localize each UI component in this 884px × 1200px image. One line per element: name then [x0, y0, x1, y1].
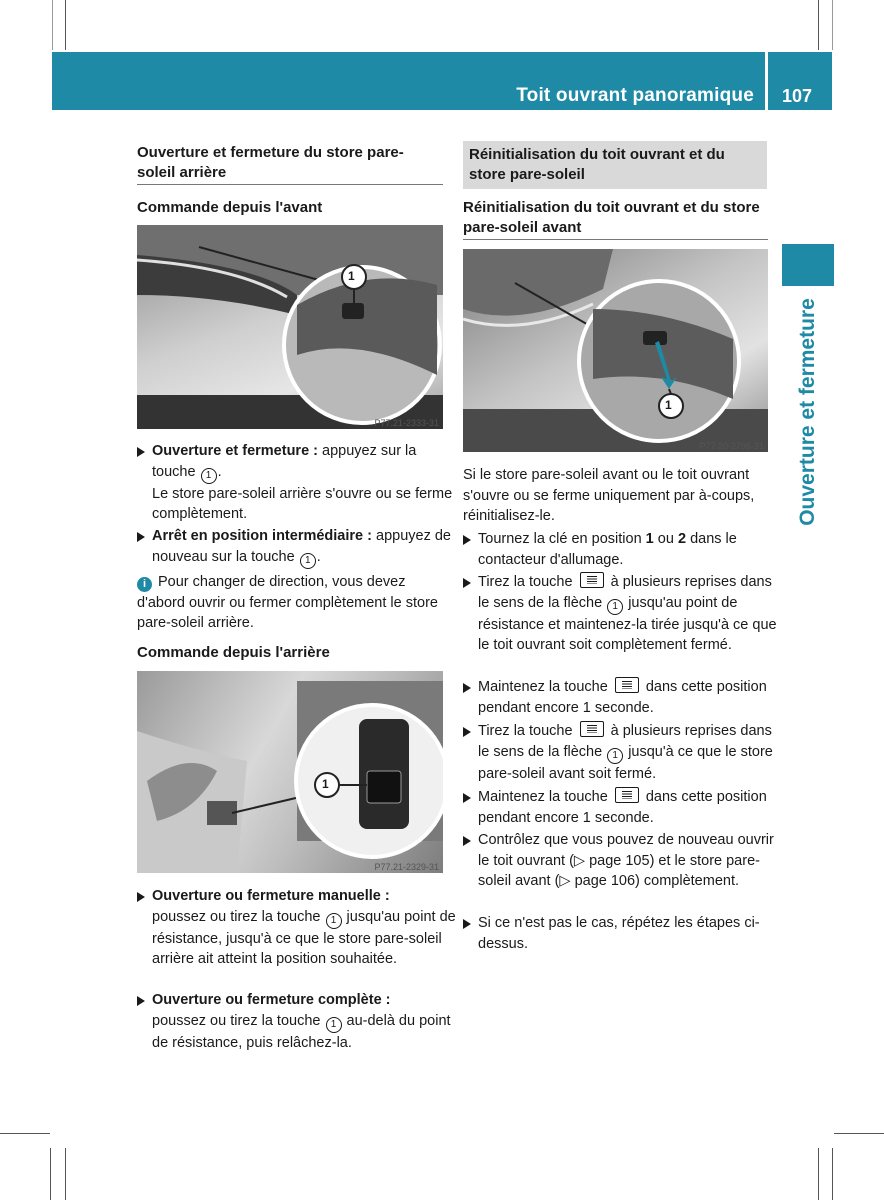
info-note: [137, 572, 443, 634]
page-title: Toit ouvrant panoramique: [516, 85, 754, 106]
intro-paragraph: Si le store pare-soleil avant ou le toit ouvrant s'ouvre ou se ferme uniquement par à-coups, réinitialisez-le.: [463, 467, 755, 524]
list-item: [137, 886, 458, 970]
photo-callout-number: 1: [322, 777, 329, 791]
button-number-icon: 1: [300, 553, 316, 569]
bullet-text: ou: [657, 531, 674, 547]
bullet-text: Tirez la touche: [478, 723, 573, 739]
list-item: [463, 721, 783, 784]
bullet-title: Ouverture et fermeture :: [152, 443, 318, 459]
bullet-text: appuyez sur la touche: [152, 443, 417, 480]
front-control-illustration: [137, 225, 443, 429]
list-item: [137, 526, 458, 569]
bullet-arrow-icon: [463, 535, 471, 545]
bullet-arrow-icon: [137, 996, 145, 1006]
bullet-arrow-icon: [463, 578, 471, 588]
front-control-heading: Commande depuis l'avant: [137, 199, 323, 216]
bullet-text: au-delà du point de résistance, puis relâchez-la.: [152, 1012, 451, 1051]
bullet-arrow-icon: [463, 793, 471, 803]
photo-code: P77.21-2329-31: [374, 862, 439, 872]
crop-mark: [834, 1133, 884, 1134]
photo-callout-number: 1: [348, 269, 355, 283]
info-icon: i: [137, 577, 152, 592]
bullet-text: Maintenez la touche: [478, 679, 608, 695]
sunblind-key-icon: [615, 677, 639, 693]
bullet-arrow-icon: [137, 447, 145, 457]
bullet-text: appuyez de nouveau sur la touche: [152, 528, 451, 565]
bullet-text: .: [217, 463, 222, 480]
bullet-text: .: [316, 548, 321, 565]
bullet-text: Tirez la touche: [478, 574, 573, 590]
front-control-photo: [137, 225, 443, 429]
list-item: [463, 677, 783, 718]
list-item: [463, 787, 783, 828]
button-number-icon: 1: [201, 468, 217, 484]
reset-photo: [463, 249, 768, 452]
bullet-text: Maintenez la touche: [478, 789, 608, 805]
crop-mark: [832, 0, 833, 50]
crop-mark: [0, 1133, 50, 1134]
bullet-arrow-icon: [463, 683, 471, 693]
reset-illustration: [463, 249, 768, 452]
sub-heading: Réinitialisation du toit ouvrant et du store pare-soleil avant: [463, 199, 760, 236]
rear-control-illustration: [137, 671, 443, 873]
bullet-text: dans cette position pendant encore 1 seconde.: [478, 789, 767, 826]
crop-mark: [65, 0, 66, 50]
list-item: [137, 441, 458, 525]
key-position-2: 2: [677, 531, 687, 547]
rear-control-heading: Commande depuis l'arrière: [137, 644, 330, 661]
bullet-text: Contrôlez que vous pouvez de nouveau ouvrir le toit ouvrant (▷ page 105) et le store pare-soleil avant (▷ page 106) complètement.: [478, 832, 774, 889]
crop-mark: [818, 1148, 819, 1200]
key-position-1: 1: [645, 531, 654, 547]
rear-control-photo: [137, 671, 443, 873]
bullet-result-text: Le store pare-soleil arrière s'ouvre ou se ferme complètement.: [152, 485, 453, 522]
bullet-text: Tournez la clé en position: [478, 531, 642, 547]
section-heading: Ouverture et fermeture du store pare-soleil arrière: [137, 144, 404, 181]
bullet-text: à plusieurs reprises dans le sens de la flèche: [478, 574, 772, 611]
sunblind-key-icon: [615, 787, 639, 803]
bullet-text: dans cette position pendant encore 1 seconde.: [478, 679, 767, 716]
bullet-text: dans le contacteur d'allumage.: [478, 531, 737, 568]
button-number-icon: 1: [326, 1017, 342, 1033]
bullet-text: Si ce n'est pas le cas, répétez les étapes ci-dessus.: [478, 915, 760, 952]
list-item: [137, 990, 458, 1053]
bullet-arrow-icon: [137, 532, 145, 542]
bullet-text: jusqu'à ce que le store pare-soleil avant soit fermé.: [478, 743, 773, 782]
heading-rule: [137, 184, 443, 185]
header-divider: [765, 52, 768, 110]
photo-code: P77.20-2796-31: [699, 441, 764, 451]
bullet-text: poussez ou tirez la touche: [152, 1012, 321, 1029]
crop-mark: [50, 1148, 51, 1200]
list-item: [463, 830, 783, 892]
arrow-number-icon: 1: [607, 599, 623, 615]
crop-mark: [832, 1148, 833, 1200]
sunblind-key-icon: [580, 572, 604, 588]
photo-callout-number: 1: [665, 398, 672, 412]
bullet-title: Ouverture ou fermeture complète :: [152, 992, 391, 1008]
bullet-title: Ouverture ou fermeture manuelle :: [152, 888, 390, 904]
bullet-arrow-icon: [463, 919, 471, 929]
bullet-text: poussez ou tirez la touche: [152, 908, 321, 925]
bullet-title: Arrêt en position intermédiaire :: [152, 528, 372, 544]
bullet-text: jusqu'au point de résistance, jusqu'à ce que le store pare-soleil arrière ait atteint la position souhaitée.: [152, 908, 456, 967]
photo-code: P77.21-2333-31: [374, 418, 439, 428]
bullet-text: à plusieurs reprises dans le sens de la flèche: [478, 723, 772, 760]
list-item: [463, 529, 783, 570]
bullet-text: jusqu'au point de résistance et maintenez-la tirée jusqu'à ce que le toit ouvrant soit complètement fermé.: [478, 594, 777, 653]
shaded-section-heading: Réinitialisation du toit ouvrant et du store pare-soleil: [463, 141, 767, 189]
list-item: [463, 572, 783, 656]
crop-mark: [818, 0, 819, 50]
section-tab-label: Ouverture et fermeture: [796, 298, 819, 526]
crop-mark: [52, 0, 53, 50]
arrow-number-icon: 1: [607, 748, 623, 764]
heading-rule: [463, 239, 768, 240]
sunblind-key-icon: [580, 721, 604, 737]
bullet-arrow-icon: [463, 727, 471, 737]
info-text: Pour changer de direction, vous devez d'abord ouvrir ou fermer complètement le store pare-soleil arrière.: [137, 574, 438, 631]
crop-mark: [65, 1148, 66, 1200]
list-item: [463, 913, 783, 954]
page-number: 107: [782, 86, 813, 106]
bullet-arrow-icon: [137, 892, 145, 902]
section-tab-marker: [782, 244, 834, 286]
button-number-icon: 1: [326, 913, 342, 929]
bullet-arrow-icon: [463, 836, 471, 846]
